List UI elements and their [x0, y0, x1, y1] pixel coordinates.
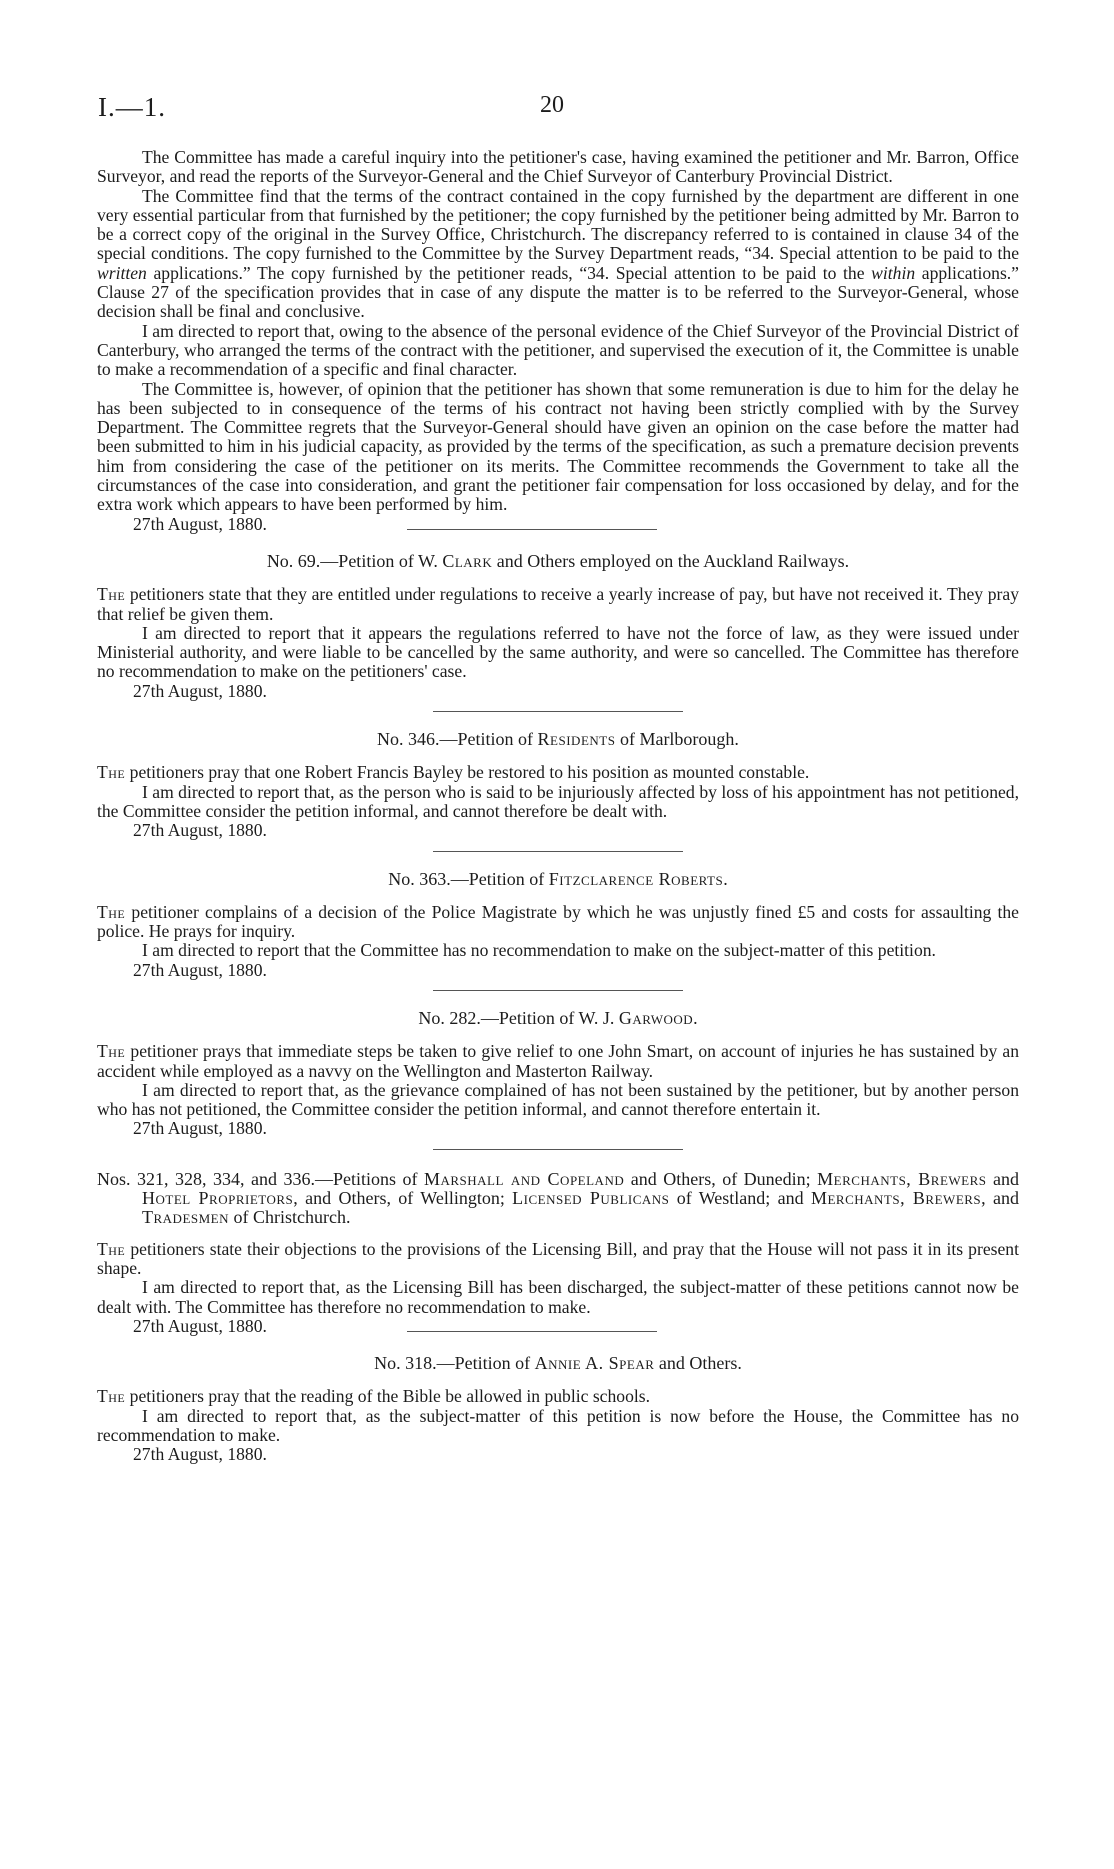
- petition-title: No. 282.—Petition of W. J. Garwood.: [418, 1007, 698, 1028]
- petitions-321-336: [97, 1170, 1019, 1336]
- petition-69: [97, 552, 1019, 712]
- report-date: 27th August, 1880.: [133, 1444, 267, 1465]
- petition-title: No. 346.—Petition of Residents of Marlborough.: [377, 729, 739, 750]
- intro-report: [97, 148, 1019, 534]
- date-row: [97, 515, 1019, 534]
- petition-report: I am directed to report that, as the Licensing Bill has been discharged, the subject-matter of these petitions cannot now be dealt with. The Committee has therefore no recommendation to make.: [97, 1277, 1019, 1317]
- report-date: 27th August, 1880.: [133, 820, 267, 841]
- document-reference: I.—1.: [98, 92, 166, 122]
- petition-statement: The petitioners pray that one Robert Francis Bayley be restored to his position as mounted constable.: [97, 762, 810, 783]
- petition-statement: The petitioners state their objections to the provisions of the Licensing Bill, and pray that the House will not pass it in its present shape.: [97, 1238, 1019, 1278]
- paragraph: I am directed to report that, owing to the absence of the personal evidence of the Chief Surveyor of the Provincial District of Canterbury, who arranged the terms of the contract with the petitioner, and supervised the execution of it, the Committee is unable to make a recommendation of a specific and final character.: [97, 320, 1019, 380]
- paragraph: The Committee is, however, of opinion that the petitioner has shown that some remuneration is due to him for the delay he has been subjected to in consequence of the terms of his contract not having been strictly complied with by the Survey Department. The Committee regrets that the Surveyor-General should have given an opinion on the case before the matter had been submitted to him in his judicial capacity, as provided by the terms of the specification, as such a premature decision prevents him from considering the case of the petitioner on its merits. The Committee recommends the Government to take all the circumstances of the case into consideration, and grant the petitioner fair compensation for loss occasioned by delay, and for the extra work which appears to have been performed by him.: [97, 378, 1019, 515]
- report-date: 27th August, 1880.: [133, 513, 267, 534]
- section-divider: [433, 990, 683, 991]
- petition-report: I am directed to report that it appears the regulations referred to have not the force of law, as they were issued under Ministerial authority, and were liable to be cancelled by the same authority, and were so cancelled. The Committee has therefore no recommendation to make on the petitioners' case.: [97, 622, 1019, 682]
- petition-report: I am directed to report that, as the person who is said to be injuriously affected by loss of his appointment has not petitioned, the Committee consider the petition informal, and cannot therefore be dealt with.: [97, 781, 1019, 821]
- petition-statement: The petitioner complains of a decision of the Police Magistrate by which he was unjustly fined £5 and costs for assaulting the police. He prays for inquiry.: [97, 901, 1019, 942]
- page-header: [0, 92, 1114, 132]
- paragraph: The Committee has made a careful inquiry into the petitioner's case, having examined the petitioner and Mr. Barron, Office Surveyor, and read the reports of the Surveyor-General and the Chief Surveyor of Canterbury Provincial District.: [97, 147, 1019, 187]
- report-date: 27th August, 1880.: [133, 680, 267, 701]
- petition-title: Nos. 321, 328, 334, and 336.—Petitions of Marshall and Copeland and Others, of Dunedin; Merchants, Brewers and Hotel Proprietors, and Others, of Wellington; Licensed Publicans of Westland; and Merchants, Brewers, and Tradesmen of Christchurch.: [97, 1168, 1020, 1228]
- report-date: 27th August, 1880.: [133, 959, 267, 980]
- section-divider: [433, 1149, 683, 1150]
- petition-statement: The petitioners pray that the reading of the Bible be allowed in public schools.: [97, 1386, 650, 1407]
- petition-282: [97, 1009, 1019, 1150]
- section-divider: [407, 529, 657, 530]
- petition-title: No. 69.—Petition of W. Clark and Others employed on the Auckland Railways.: [266, 550, 850, 571]
- report-date: 27th August, 1880.: [133, 1315, 267, 1336]
- date-row: [97, 1317, 1019, 1336]
- report-date: 27th August, 1880.: [133, 1118, 267, 1139]
- petition-report: I am directed to report that, as the grievance complained of has not been sustained by the petitioner, but by another person who has not petitioned, the Committee consider the petition informal, and cannot therefore entertain it.: [97, 1079, 1019, 1120]
- petition-title: No. 318.—Petition of Annie A. Spear and Others.: [374, 1353, 742, 1374]
- report-body: [97, 148, 1019, 1465]
- petition-statement: The petitioners state that they are entitled under regulations to receive a yearly increase of pay, but have not received it. They pray that relief be given them.: [97, 584, 1019, 624]
- petition-318: [97, 1354, 1019, 1464]
- petition-statement: The petitioner prays that immediate steps be taken to give relief to one John Smart, on account of injuries he has sustained by an accident while employed as a navvy on the Wellington and Masterton Railway.: [97, 1041, 1019, 1081]
- section-divider: [407, 1331, 657, 1332]
- petition-report: I am directed to report that the Committee has no recommendation to make on the subject-matter of this petition.: [142, 940, 936, 961]
- page-number: 20: [540, 92, 564, 118]
- petition-346: [97, 730, 1019, 851]
- petition-363: [97, 870, 1019, 991]
- section-divider: [433, 851, 683, 852]
- petition-report: I am directed to report that, as the subject-matter of this petition is now before the House, the Committee has no recommendation to make.: [97, 1405, 1019, 1446]
- section-divider: [433, 711, 683, 712]
- contract-paragraph: The Committee find that the terms of the contract contained in the copy furnished by the department are different in one very essential particular from that furnished by the petitioner; the copy furnished by the petitioner being admitted by Mr. Barron to be a correct copy of the original in the Survey Office, Christchurch. The discrepancy referred to is contained in clause 34 of the special conditions. The copy furnished to the Committee by the Survey Department reads, “34. Special attention to be paid to the written applications.” The copy furnished by the petitioner reads, “34. Special attention to be paid to the within applications.” Clause 27 of the specification provides that in case of any dispute the matter is to be referred to the Surveyor-General, whose decision shall be final and conclusive.: [97, 185, 1019, 322]
- petition-title: No. 363.—Petition of Fitzclarence Roberts.: [388, 868, 728, 889]
